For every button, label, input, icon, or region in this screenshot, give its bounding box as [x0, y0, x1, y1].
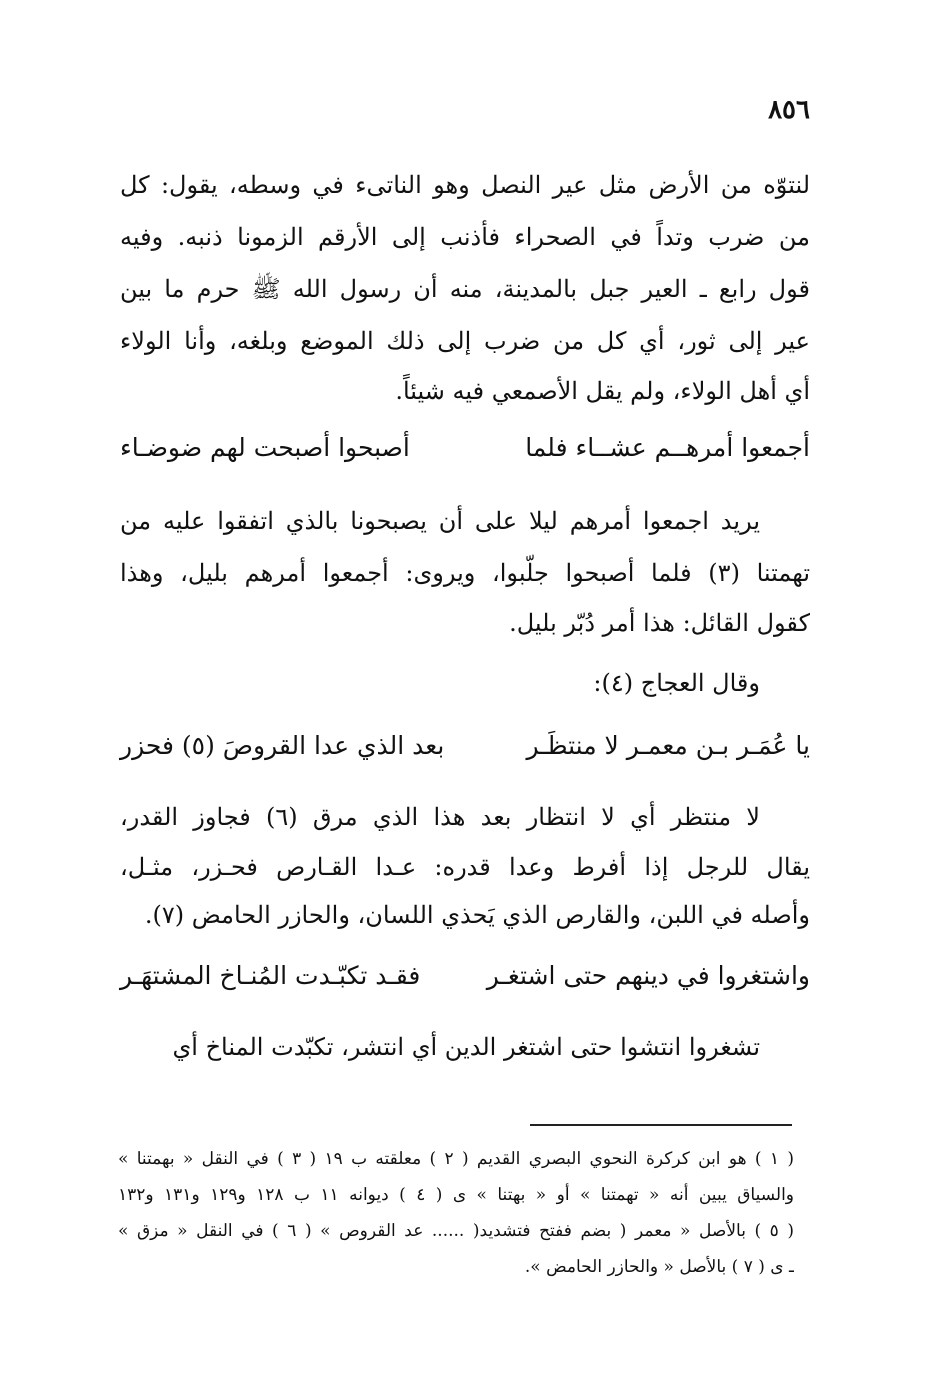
text-line: قول رابع ـ العير جبل بالمدينة، منه أن رسول الله ﷺ حرم ما بين: [120, 275, 810, 303]
text-line: من ضرب وتداً في الصحراء فأذنب إلى الأرقم الزمونا ذنبه. وفيه: [120, 223, 810, 251]
page-number: ٨٥٦: [768, 95, 810, 125]
footnote-separator: [530, 1124, 792, 1126]
verse-line: [120, 420, 810, 476]
verse-second-hemistich: فقـد تكبّـدت المُنـاخ المشتهَـر: [120, 961, 421, 990]
text-line: عير إلى ثور، أي كل من ضرب إلى ذلك الموضع وبلغه، وأنا الولاء: [120, 327, 810, 355]
text-line: لنتوّه من الأرض مثل عير النصل وهو الناتىء في وسطه، يقول: كل: [120, 171, 810, 199]
text-line: يقال للرجل إذا أفرط وعدا قدره: عـدا القـارص فحـزر، مثـل،: [120, 853, 810, 881]
text-line: تهمتنا (٣) فلما أصبحوا جلّبوا، ويروى: أجمعوا أمرهم بليل، وهذا: [120, 559, 810, 587]
verse-second-hemistich: أصبحوا أصبحت لهم ضوضـاء: [120, 433, 410, 462]
verse-line: [120, 718, 810, 774]
verse-first-hemistich: واشتغروا في دينهم حتى اشتغـر: [486, 961, 810, 990]
footnote-line: ( ١ ) هو ابن كركرة النحوي البصري القديم ( ٢ ) معلقته ب ١٩ ( ٣ ) في النقل « بهمتنا »: [118, 1149, 794, 1169]
verse-first-hemistich: يا عُمَـر بـن معمـر لا منتظَـر: [526, 731, 810, 760]
text-line: وأصله في اللبن، والقارص الذي يَحذي اللسان، والحازر الحامض (٧).: [144, 901, 810, 929]
text-line: يريد اجمعوا أمرهم ليلا على أن يصبحونا بالذي اتفقوا عليه من: [120, 507, 760, 535]
footnote-line: ( ٥ ) بالأصل « معمر ( بضم ففتح فتشديد( ...... عد القروص » ( ٦ ) في النقل « مزق »: [118, 1221, 794, 1241]
text-line: لا منتظر أي لا انتظار بعد هذا الذي مرق (٦) فجاوز القدر،: [120, 803, 760, 831]
footnote-line: ـ ى ( ٧ ) بالأصل « والحازر الحامض ».: [524, 1257, 794, 1277]
verse-first-hemistich: أجمعوا أمرهــم عشــاء فلما: [525, 433, 810, 462]
text-line: تشغروا انتشوا حتى اشتغر الدين أي انتشر، تكبّدت المناخ أي: [172, 1033, 760, 1061]
text-line: أي أهل الولاء، ولم يقل الأصمعي فيه شيئاً.: [395, 377, 810, 405]
footnote-line: والسياق يبين أنه « تهمتنا » أو « بهتنا » ى ( ٤ ) ديوانه ١١ ب ١٢٨ و١٢٩ و١٣١ و١٣٢: [118, 1185, 794, 1205]
verse-second-hemistich: بعد الذي عدا القروصَ (٥) فحزر: [120, 731, 445, 760]
intro-line: وقال العجاج (٤):: [593, 669, 760, 697]
text-line: كقول القائل: هذا أمر دُبّر بليل.: [509, 609, 810, 637]
verse-line: [120, 948, 810, 1004]
